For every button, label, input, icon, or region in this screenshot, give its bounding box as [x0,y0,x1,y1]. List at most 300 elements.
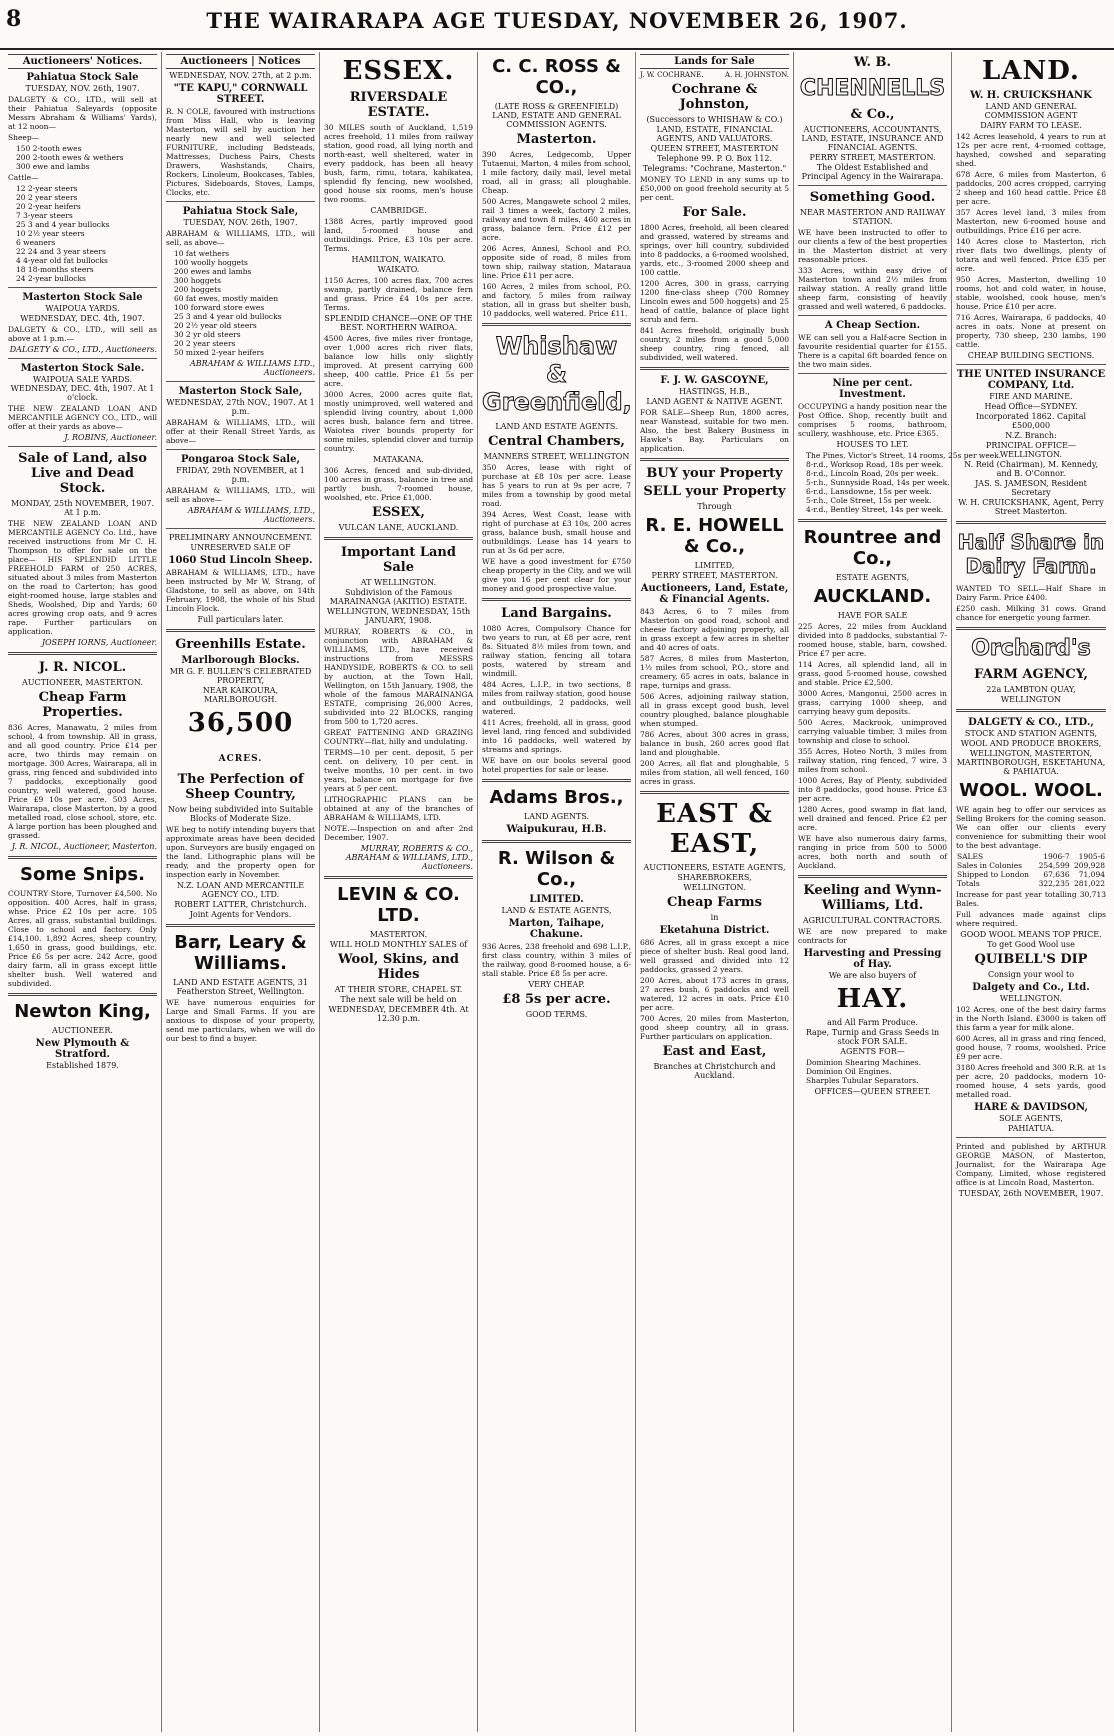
ad-body: 1280 Acres, good swamp in flat land, well drained and fenced. Price £2 per acre. [798,805,947,832]
announcement: PRELIMINARY ANNOUNCEMENT. [168,533,313,542]
ad-sub: (Successors to WHISHAW & CO.) [646,115,783,124]
ad-sub: LAND AND ESTATE AGENTS. [495,422,618,431]
table-row [956,879,1106,888]
table-cell: 67,636 [1043,870,1070,879]
list-item: 4-r.d., Bentley Street, 14s per week. [806,505,944,514]
list-item: 200 2-tooth ewes & wethers [16,153,124,162]
divider [166,449,315,450]
ad-title: LEVIN & CO. LTD. [337,884,460,926]
ad-body: 160 Acres, 2 miles from school, P.O. and factory, 5 miles from railway station, all in grass but shelter bush, 10 paddocks, well watered. Price £11. [482,282,631,318]
ad-body: 3180 Acres freehold and 300 R.R. at 1s per acre, 20 paddocks, modern 10-roomed house, 4 sets yards, good metalled road. [956,1063,1106,1099]
ad-title: QUIBELL'S DIP [974,952,1088,967]
list-item: 10 2½ year steers [16,229,85,238]
ad-subhead: Cattle— [8,173,39,182]
ad-date: FRIDAY, 29th NOVEMBER, at 1 p.m. [176,466,305,484]
ad-sub: Marlborough Blocks. [181,655,300,666]
ad-place: Waipukurau, H.B. [506,824,607,835]
ad-sub: Now being subdivided into Suitable Blocks of Moderate Size. [168,805,313,823]
ad-signature: MURRAY, ROBERTS & CO., ABRAHAM & WILLIAMS, LTD., Auctioneers. [345,844,473,871]
ad-place: SPLENDID CHANCE—ONE OF THE BEST. NORTHERN WAIROA. [324,314,473,332]
ad-body: 350 Acres, lease with right of purchase at £8 10s per acre. Lease has 5 years to run at 9s per acre, 7 miles from a township by good metal road. [482,463,631,508]
ad-place: PAHIATUA. [1007,1124,1055,1133]
ad-body: WANTED TO SELL—Half Share in Dairy Farm. Price £400. [956,584,1106,602]
ad-title-pre: W. B. [853,55,892,70]
ad-sub: JAS. S. JAMESON, Resident Secretary [975,479,1087,497]
page-number: 8 [6,6,22,32]
ad-body: WE again beg to offer our services as Selling Brokers for the coming season. We can offer our clients every convenience for submitting their wool to the best advantage. [956,805,1106,850]
ad-place: Masterton. [516,132,597,147]
acreage [166,708,315,768]
ad-body: 1388 Acres, partly improved good land, 5-roomed house and outbuildings. Price, £3 10s per acre. Terms. [324,217,473,253]
houses-list [798,451,1002,514]
ad-slogan: To get Good Wool use [987,940,1075,949]
ad-body: 841 Acres freehold, originally bush country, 2 miles from a good 5,000 sheep country, ring fenced, all subdivided, well watered. [640,326,789,362]
ad-title: CHENNELLS [799,76,946,101]
ad-sub: Branches at Christchurch and Auckland. [653,1062,776,1080]
ad-body: THE NEW ZEALAND LOAN AND MERCANTILE AGENCY CO., LTD., will offer at their yards as above— [8,404,157,431]
ad-place: HAMILTON, WAIKATO. [351,255,446,264]
ad-title: "TE KAPU," CORNWALL STREET. [173,83,308,105]
ad-sub: HAVE FOR SALE [837,611,908,620]
ad-body: We are also buyers of [828,971,917,980]
ad-body: R. N COLE, favoured with instructions from Miss Hall, who is leaving Masterton, will sell by auction her nearly new and well selected FURNITURE, including Bedsteads, Mattresses, Duchess Pairs, Chests Drawers, Washstands, Chairs, Rockers, Linoleum, Bookcases, Tables, Pictures, Sideboards, Stoves, Lamps, Clocks, etc. [166,107,315,197]
list-item: 24 2-year bullocks [16,274,86,283]
ad-sub: Harvesting and Pressing of Hay. [803,948,942,970]
columns [4,52,1110,1732]
ad-title: Dalgety and Co., Ltd. [972,982,1090,993]
ad-date: TUESDAY, NOV. 26th, 1907. [25,84,140,93]
ad-sub: LAND & ESTATE AGENTS, [501,906,612,915]
ad-title: Cochrane & Johnston, [671,82,758,112]
ad-title: EAST & EAST, [656,799,773,859]
ad-body: DALGETY & CO., LTD., will sell as above at 1 p.m.— [8,325,157,343]
ad-title: Pahiatua Stock Sale [26,72,139,83]
ad-title: Keeling and Wynn-Williams, Ltd. [803,883,942,913]
column-2 [162,52,320,1732]
ad-title: BUY your Property [646,466,783,481]
ad-body: 3000 Acres, 2000 acres quite flat, mostly unimproved, well watered and splendid living country, about 1,000 acres bush, balance fern and titree. Waiotea river bounds property for some miles, splendid clover and turnip country. [324,390,473,453]
list-item: 8-r.d., Lincoln Road, 20s per week. [806,469,939,478]
ad-body: The next sale will be held on [340,995,457,1004]
ad-sub: Incorporated 1862. Capital £500,000 [975,412,1087,430]
announcement-sub: UNRESERVED SALE OF [190,543,291,552]
ad-date: MONDAY, 25th NOVEMBER, 1907. At 1 p.m. [11,499,154,517]
divider [8,358,157,359]
ad-title: ESSEX. [342,56,455,86]
ad-title: Wool, Skins, and Hides [338,952,459,982]
ad-body: 600 Acres, all in grass and ring fenced, good house, 7 rooms, woolshed. Price £9 per acre. [956,1034,1106,1061]
divider [166,924,315,927]
ad-sub: W. H. CRUICKSHANK, Agent, Perry Street Masterton. [958,498,1104,516]
divider [640,367,789,370]
ad-addr: Telegrams: "Cochrane, Masterton." [642,164,787,173]
ad-body: 678 Acre, 6 miles from Masterton, 6 paddocks, 200 acres cropped, carrying 2 sheep and 160 head cattle. Price £8 per acre. [956,170,1106,206]
list-item: 200 hoggets [174,285,221,294]
ad-sub: AT WELLINGTON. [360,578,437,587]
ad-title: HOUSES TO LET. [836,440,909,449]
ad-title: R. Wilson & Co., [497,848,616,890]
ad-body: Rape, Turnip and Grass Seeds in stock FOR SALE. [805,1028,940,1046]
ad-body: WE can sell you a Half-acre Section in favourite residential quarter for £155. There is a capital 6ft boarded fence on the two main sides. [798,333,947,369]
ad-note: Full particulars later. [197,615,284,624]
ad-body: 587 Acres, 8 miles from Masterton, 1½ miles from school, P.O., store and creamery, 65 acres in oats, balance in rape, turnips and grass. [640,654,789,690]
list-item: Sharples Tubular Separators. [806,1076,919,1085]
ad-body: 200 Acres, all flat and ploughable, 5 miles from station, all well fenced, 160 acres in grass. [640,759,789,786]
ad-body: 306 Acres, fenced and sub-divided, 100 acres in grass, balance in tree and partly bush, 7-roomed house, woolshed, etc. Price £1,000. [324,466,473,502]
ad-title: The Perfection of Sheep Country, [177,772,304,802]
stock-list [166,249,315,357]
table-cell: 281,022 [1073,879,1105,888]
list-item: 7 3-year steers [16,211,73,220]
acreage-number: 36,500 [187,708,294,738]
ad-title: HAY. [836,984,909,1014]
ad-body: WE have been instructed to offer to our clients a few of the best properties in the Masterton district at very reasonable prices. [798,228,947,264]
list-item: 20 2½ year old steers [174,321,257,330]
column-5 [636,52,794,1732]
ad-body: 411 Acres, freehold, all in grass, good level land, ring fenced and subdivided into 16 paddocks, well watered by streams and springs. [482,718,631,754]
ad-body: £250 cash. Milking 31 cows. Grand chance for energetic young farmer. [956,604,1106,622]
ad-sub: CHEAP BUILDING SECTIONS. [967,351,1095,360]
ad-body: 500 Acres, Mackrook, unimproved carrying valuable timber, 3 miles from township and close to school. [798,718,947,745]
ad-sub: DAIRY FARM TO LEASE. [980,121,1082,130]
ad-sub: FIRE AND MARINE. [989,392,1073,401]
list-item: 6-r.d., Lansdowne, 15s per week. [806,487,932,496]
ad-signature: ABRAHAM & WILLIAMS LTD., Auctioneers. [190,359,315,377]
ad-subhead: Sheep— [8,133,40,142]
divider [956,1137,1106,1138]
ad-body: 4500 Acres, five miles river frontage, over 1,000 acres rich river flats, balance low hills only slightly improved. At present carrying 600 sheep, 400 cattle. Price £1 5s per acre. [324,334,473,388]
ad-body: NOTE.—Inspection on and after 2nd December, 1907. [324,824,473,842]
ad-place: AUCKLAND. [813,586,932,607]
ad-title: SELL your Property [643,484,786,499]
column-4 [478,52,636,1732]
ad-body: 142 Acres leasehold, 4 years to run at 12s per acre rent, 4-roomed cottage, hayshed, cowshed and separating shed. [956,132,1106,168]
ad-title: HARE & DAVIDSON, [974,1102,1088,1113]
list-item: Dominion Shearing Machines. [806,1058,921,1067]
table-cell: Shipped to London [957,870,1029,879]
ad-body: 686 Acres, all in grass except a nice piece of shelter bush. Real good land, well grassed and divided into 12 paddocks, grassed 2 years. [640,938,789,974]
ad-body: 700 Acres, 20 miles from Masterton, good sheep country, all in grass. Further particulars on application. [640,1014,789,1041]
ad-agent-addr: VULCAN LANE, AUCKLAND. [338,523,459,532]
ad-title: Greenhills Estate. [175,637,306,652]
stock-list [8,184,157,283]
list-item: 50 mixed 2-year heifers [174,348,265,357]
ad-body: TERMS—10 per cent. deposit, 5 per cent. on delivery, 10 per cent. in twelve months, 10 per cent. in two years, balance on mortgage for five years at 5 per cent. [324,748,473,793]
ad-body: ABRAHAM & WILLIAMS, LTD., will sell, as above— [166,229,315,247]
divider [8,287,157,288]
ad-title: Sale of Land, also Live and Dead Stock. [18,451,147,496]
auctioneer-sub: AUCTIONEER, MASTERTON. [22,678,143,687]
list-item: The Pines, Victor's Street, 14 rooms, 25s per week. [806,451,1002,460]
ad-title: East and East, [662,1044,767,1059]
list-item: 22 24 and 3 year steers [16,247,106,256]
ad-body: 786 Acres, about 300 acres in grass, balance in bush, 260 acres good flat land and ploughable. [640,730,789,757]
ad-body: OCCUPYING a handy position near the Post Office. Shop, recently built and comprises 5 rooms, bathroom, scullery, washhouse, etc. Price £365. [798,402,947,438]
list-item: 20 2 year steers [174,339,236,348]
list-item: 300 ewe and lambs [16,162,90,171]
agents-list [798,1058,947,1085]
ad-body: WE have a good investment for £750 cheap property in the City, and we will give you 16 per cent clear for your money and good prospective value. [482,557,631,593]
ad-body: Full advances made against clips where required. [956,910,1106,928]
ad-body: 355 Acres, Hoteo North, 3 miles from railway station, ring fenced, 7 wire, 3 miles from school. [798,747,947,774]
table-cell: Sales in Colonies [957,861,1022,870]
divider [482,840,631,843]
ad-body: WE have also numerous dairy farms, ranging in price from 500 to 5000 acres, both north and south of Auckland. [798,834,947,870]
ad-agent: ROBERT LATTER, Christchurch. [174,900,307,909]
stock-list [8,144,157,171]
ad-title: Masterton Stock Sale [22,292,143,303]
ad-body: WE are now prepared to make contracts for [798,927,947,945]
ad-body: 1080 Acres, Compulsory Chance for two years to run, at £8 per acre, rent 8s. Situated 8½ miles from town, and railway station, fencing all totara posts, watered by stream and windmill. [482,624,631,678]
column-1 [4,52,162,1732]
divider [8,993,157,996]
ad-sub: N.Z. Branch: [1005,431,1057,440]
ad-sub: AUCTIONEER. [52,1026,113,1035]
imprint-date: TUESDAY, 26th NOVEMBER, 1907. [958,1189,1104,1198]
divider [482,323,631,326]
ad-body: WILL HOLD MONTHLY SALES of [329,940,468,949]
table-cell: SALES [957,852,984,861]
ad-sub: LIMITED, [694,561,735,570]
newspaper-title: THE WAIRARAPA AGE TUESDAY, NOVEMBER 26, 1907. [206,8,908,33]
ad-title: Rountree and Co., [803,527,942,569]
ad-date: WELLINGTON, WEDNESDAY, 15th JANUARY, 1908. [326,607,471,625]
ad-signature: J. ROBINS, Auctioneer. [64,433,157,442]
ad-note: VERY CHEAP. [528,980,585,989]
ad-body: 357 Acres level land, 3 miles from Masterton, new 6-roomed house and outbuildings. Price £16 per acre. [956,208,1106,235]
ad-title: Something Good. [809,190,936,205]
ad-place: WELLINGTON. [999,994,1063,1003]
divider [956,521,1106,524]
ad-title: For Sale. [682,205,747,220]
ad-body: 836 Acres, Manawatu, 2 miles from school, 4 from township. All in grass, and all good country. Price £14 per acre, two thirds may remain on mortgage. 300 Acres, Wairarapa, all in grass, ring fenced and subdivided into 7 paddocks, exceptionally good country, well watered, good house. Price £9 10s per acre. 503 Acres, Wairarapa, close Masterton, by a good metalled road, close school, store, etc. A large portion has been ploughed and grassed. [8,723,157,840]
list-item: 5-r.h., Sunnyside Road, 14s per week. [806,478,950,487]
ad-body: 30 MILES south of Auckland, 1,519 acres freehold, 11 miles from railway station, good road, all lying north and north-east, well sheltered, water in every paddock, has been all heavy bush, farm, rimu, totara, kahikatea, splendid fly fencing, new woolshed, good house six rooms, men's house two rooms. [324,123,473,204]
divider [8,652,157,655]
ad-place: WAIPOUA YARDS. [45,304,120,313]
divider [798,519,947,522]
ad-addr: PERRY STREET, MASTERTON. [809,153,936,162]
ad-sub: Consign your wool to [987,970,1075,979]
ad-title: 1060 Stud Lincoln Sheep. [168,555,313,566]
divider [798,185,947,186]
ad-body: 140 Acres close to Masterton, rich river flats two dwellings, plenty of totara and well fenced. Price £35 per acre. [956,237,1106,273]
ad-date: TUESDAY, NOV. 26th, 1907. [183,218,298,227]
table-cell: 1906-7 [1043,852,1070,861]
ad-body: 1000 Acres, Bay of Plenty, subdivided into 8 paddocks, good house. Price £3 per acre. [798,776,947,803]
ad-body: 394 Acres, West Coast, lease with right of purchase at £3 10s, 200 acres grass, balance bush, small house and outbuildings. Lease has 14 years to run at 3s 6d per acre. [482,510,631,555]
ad-title: C. C. ROSS & CO., [492,56,621,98]
list-item: 18 18-months steers [16,265,94,274]
list-item: 300 hoggets [174,276,221,285]
ad-title-co: & Co., [850,107,895,122]
list-item: 5-r.h., Cole Street, 15s per week. [806,496,932,505]
list-item: 30 2 yr old steers [174,330,241,339]
ad-sub: PRINCIPAL OFFICE—WELLINGTON. [986,441,1076,459]
ad-place: MATAKANA. [373,455,424,464]
ad-title: Nine per cent. Investment. [832,378,913,400]
ad-line: NEAR KAIKOURA, MARLBOROUGH. [202,686,279,704]
ad-body: THE NEW ZEALAND LOAN AND MERCANTILE AGENCY Co. Ltd., have received instructions from Mr C. H. Thompson to offer for sale on the place— HIS SPLENDID LITTLE FREEHOLD FARM of 250 ACRES, situated about 3 miles from Masterton on the road to Carterton; has good eight-roomed house, large stables and Sheds, Woolshed, Dip and Yards; 60 acres growing crop oats, and 9 acres rape. Further particulars on application. [8,519,157,636]
ad-signature: JOSEPH IORNS, Auctioneer. [41,638,157,647]
ad-title: THE UNITED INSURANCE COMPANY, Ltd. [956,369,1106,391]
ad-line: MR G. F. BULLEN'S CELEBRATED PROPERTY, [169,667,312,685]
list-item: Dominion Oil Engines. [806,1067,892,1076]
ad-sub: SHAREBROKERS, [677,873,752,882]
table-cell: Totals [957,879,980,888]
divider [798,315,947,316]
ad-body: 114 Acres, all splendid land, all in grass, good 5-roomed house, cowshed and stable. Price £2,500. [798,660,947,687]
ad-signature: ABRAHAM & WILLIAMS, LTD., Auctioneers. [187,506,315,524]
ad-addr: QUEEN STREET, MASTERTON [650,144,779,153]
ad-agent: R. E. HOWELL & Co., [645,515,784,557]
partner-name: J. W. COCHRANE. [640,71,704,79]
ad-body: MONEY TO LEND in any sums up to £50,000 on good freehold security at 5 per cent. [640,175,789,202]
ad-sub: Subdivision of the Famous MARAINANGA (AKITIO) ESTATE. [329,588,468,606]
ad-sub: WOOL AND PRODUCE BROKERS, [960,739,1102,748]
ad-sub: AUCTIONEERS, ACCOUNTANTS, LAND, ESTATE, INSURANCE AND FINANCIAL AGENTS. [801,125,944,152]
ad-body: ABRAHAM & WILLIAMS, LTD., have been instructed by Mr W. Strang, of Gladstone, to sell as above, on 14th February, 1908, the whole of his Stud Lincoln Flock. [166,568,315,613]
sales-table [956,852,1106,888]
ad-price: £8 5s per acre. [502,992,611,1007]
list-item: 8-r.d., Worksop Road, 18s per week. [806,460,944,469]
ad-sub: AGRICULTURAL CONTRACTORS. [802,916,943,925]
ad-body: 1800 Acres, freehold, all been cleared and grassed, watered by streams and springs, over hill country, subdivided into 8 paddocks, a 6-roomed woolshed, yards, etc., 3-roomed 2000 sheep and 100 cattle. [640,223,789,277]
ad-body: ABRAHAM & WILLIAMS, LTD., will offer at their Renall Street Yards, as above— [166,418,315,445]
divider [482,779,631,782]
ad-title: LAND. [982,56,1080,86]
ad-body: 506 Acres, adjoining railway station, all in grass except good bush, level country ploughed, balance ploughable when stumped. [640,692,789,728]
ad-body: FOR SALE—Sheep Run, 1800 acres, near Wanstead, suitable for two men. Also, the best Bakery Business in Hawke's Bay. Particulars on application. [640,408,789,453]
ad-title: Cheap Farm Properties. [38,690,127,720]
list-item: 150 2-tooth ewes [16,144,82,153]
ad-place: HASTINGS, H.B., [679,387,750,396]
ad-sub: SOLE AGENTS, [999,1114,1063,1123]
list-item: 100 woolly hoggets [174,258,248,267]
ad-agent: Joint Agents for Vendors. [189,910,292,919]
list-item: 6 weaners [16,238,56,247]
ad-date: WEDNESDAY, DEC. 4th, 1907. [20,314,145,323]
ad-title: F. J. W. GASCOYNE, [660,375,769,386]
ad-title: Barr, Leary & Williams. [174,932,307,974]
ad-addr: OFFICES—QUEEN STREET. [814,1087,931,1096]
divider [640,458,789,461]
table-header [956,852,1106,861]
divider [166,201,315,202]
ad-signature: J. R. NICOL, Auctioneer, Masterton. [11,842,157,851]
ad-title: Some Snips. [20,864,145,885]
ad-date: WAIPOUA SALE YARDS. WEDNESDAY, DEC. 4th, 1907. At 1 o'clock. [10,375,155,402]
ad-body: WE have on our books several good hotel properties for sale or lease. [482,756,631,774]
ad-sub: AUCTIONEERS, ESTATE AGENTS, [643,863,786,872]
partner-names [640,71,789,79]
ad-addr: WELLINGTON [1000,695,1062,704]
list-item: 200 ewes and lambs [174,267,252,276]
ad-place: MASTERTON. [369,930,428,939]
ad-body: Increase for past year totalling 30,713 Bales. [956,890,1106,908]
ad-title: Masterton Stock Sale, [178,386,303,397]
ad-title: Orchard's [971,636,1091,661]
divider [956,709,1106,712]
divider [8,446,157,447]
ad-sub: LAND AND ESTATE AGENTS, 31 Featherston Street, Wellington. [173,978,308,996]
ad-sub: LAND, ESTATE, FINANCIAL AGENTS, AND VALUATORS. [656,125,773,143]
ad-body: 484 Acres, L.I.P., in two sections, 8 miles from railway station, good house and outbuildings, 2 paddocks, well watered. [482,680,631,716]
divider [798,875,947,878]
ad-place: MANNERS STREET, WELLINGTON [483,452,630,461]
ad-sub: in [710,913,719,922]
ad-place: WAIKATO. [377,265,420,274]
ad-date: WEDNESDAY, 27th NOV., 1907. At 1 p.m. [166,398,315,416]
ad-date: WEDNESDAY, DECEMBER 4th. At 12.30 p.m. [328,1005,469,1023]
ad-title: Adams Bros., [489,787,624,808]
ad-addr: PERRY STREET, MASTERTON. [651,571,778,580]
list-item: 100 forward store ewes [174,303,265,312]
ad-addr: Telephone 99. P. O. Box 112. [656,154,773,163]
ad-addr: 22a LAMBTON QUAY, [986,685,1076,694]
ad-est: Established 1879. [46,1061,119,1070]
ad-slogan: GOOD WOOL MEANS TOP PRICE. [960,930,1102,939]
ad-sub: N. Reid (Chairman), M. Kennedy, and B. O'Connor. [964,460,1098,478]
ad-sub: Auctioneers, Land, Estate, & Financial Agents. [640,583,789,605]
ad-title: DALGETY & CO., LTD., [968,717,1094,728]
ad-body: 102 Acres, one of the best dairy farms in the North Island. £3000 is taken off this farm a year for milk alone. [956,1005,1106,1032]
ad-body: 716 Acres, Wairarapa, 6 paddocks, 40 acres in oats. None at present on property, 730 sheep, 230 lambs, 190 cattle. [956,313,1106,349]
ad-title: Half Share in Dairy Farm. [957,530,1105,578]
table-row [956,870,1106,879]
divider [166,381,315,382]
ad-place: New Plymouth & Stratford. [35,1038,130,1060]
table-cell: 71,094 [1078,870,1105,879]
section-header: Lands for Sale [640,54,789,69]
ad-title: Masterton Stock Sale. [20,363,145,374]
ad-title: Cheap Farms [667,895,762,910]
section-header: Auctioneers | Notices [166,54,315,69]
section-header: Auctioneers' Notices. [8,54,157,69]
list-item: 12 2-year steers [16,184,78,193]
list-item: 4 4-year old fat bullocks [16,256,108,265]
ad-sub: LAND AND GENERAL COMMISSION AGENT [984,102,1078,120]
ad-body: WE beg to notify intending buyers that approximate areas have been decided upon. Surveyors are busily engaged on the land. Lithographic plans will be ready, and the property open for inspection early in November. [166,825,315,879]
ad-sub: WELLINGTON, MASTERTON, MARTINBOROUGH, ESKETAHUNA, & PAHIATUA. [956,749,1106,776]
ad-body: LITHOGRAPHIC PLANS can be obtained at any of the branches of ABRAHAM & WILLIAMS, LTD. [324,795,473,822]
ad-place: Marton, Taihape, Chakune. [508,918,605,940]
ad-agent: ESSEX, [372,505,425,520]
ad-body: 333 Acres, within easy drive of Masterton town and 2½ miles from railway station. A really grand little sheep farm, consisting of heavily grassed and well watered, 6 paddocks. [798,266,947,311]
list-item: 60 fat ewes, mostly maiden [174,294,279,303]
ad-title: Pahiatua Stock Sale, [182,206,299,217]
ad-title: Pongaroa Stock Sale, [181,454,300,465]
ad-sub: Head Office—SYDNEY. [984,402,1078,411]
list-item: 25 3 and 4 year bullocks [16,220,110,229]
ad-body: 950 Acres, Masterton, dwelling 10 rooms, hot and cold water, in house, stable, woolshed, cook house, men's house. Price £10 per acre. [956,275,1106,311]
column-7 [952,52,1110,1732]
list-item: 20 2 year steers [16,193,78,202]
ad-body: COUNTRY Store, Turnover £4,500. No opposition. 400 Acres, half in grass, whse. Price £2 10s per acre. 105 Acres, all grass, substantial buildings. Close to school and factory. Only £14,100. 1,892 Acres, sheep country, 1,650 in grass, good buildings, etc. Price £6 5s per acre. 242 Acre, good dairy farm, all in grass except little shelter bush. Well watered and subdivided. [8,889,157,988]
ad-body: 225 Acres, 22 miles from Auckland divided into 8 paddocks, substantial 7-roomed house, stable, barn, cowshed. Price £7 per acre. [798,622,947,658]
ad-place: AT THEIR STORE, CHAPEL ST. [334,985,463,994]
divider [324,537,473,540]
ad-place: CAMBRIDGE. [370,206,427,215]
ad-body: 500 Acres, Mangawete school 2 miles, rail 3 times a week, factory 2 miles, railway and town 8 miles, 460 acres in grass, balance fern. Price £12 per acre. [482,197,631,242]
ad-signature: DALGETY & CO., LTD., Auctioneers. [9,345,157,354]
divider [166,629,315,632]
ad-title: WOOL. WOOL. [959,780,1103,801]
ad-sub: Through [697,502,732,511]
ad-title: Whishaw & Greenfield, [482,332,632,416]
ad-body: 206 Acres, Annesl, School and P.O. opposite side of road, 8 miles from town ship, railway station, Mataraua line. Price £11 per acre. [482,244,631,280]
list-item: 10 fat wethers [174,249,230,258]
